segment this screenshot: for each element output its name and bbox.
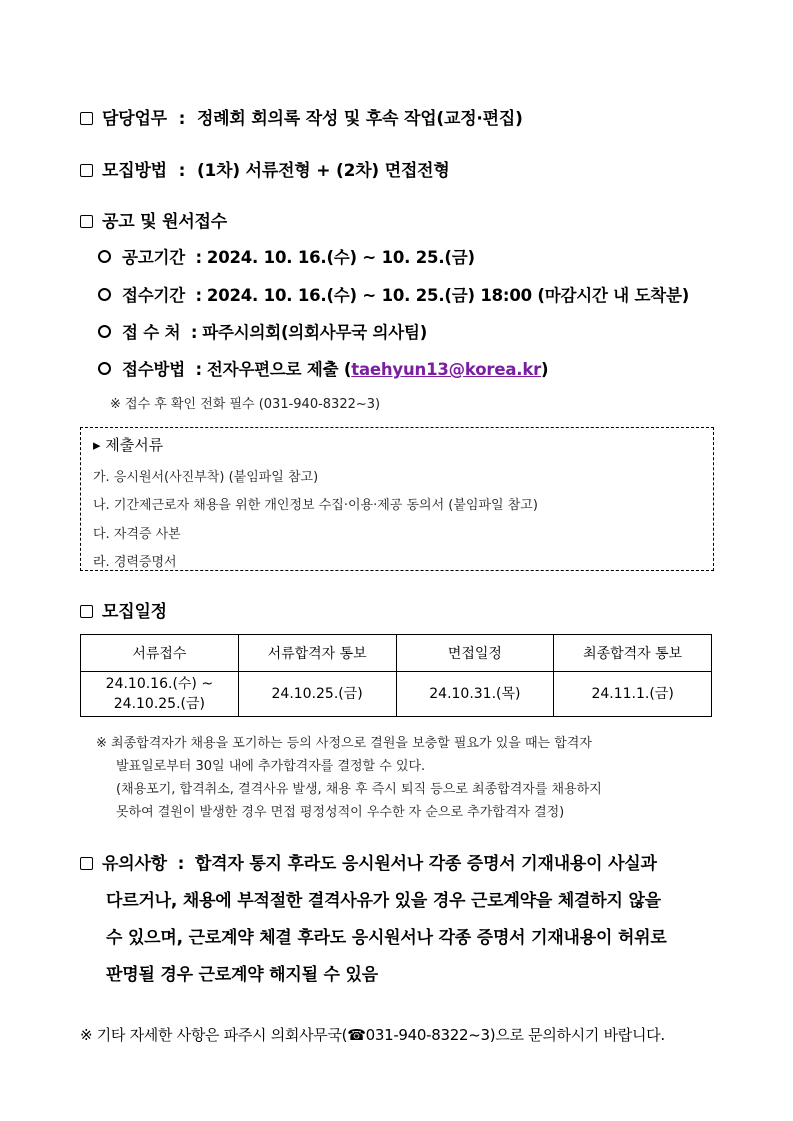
table-cell: 24.10.25.(금): [238, 672, 396, 717]
notice-period-value: 2024. 10. 16.(수) ~ 10. 25.(금): [206, 248, 475, 267]
circle-bullet-icon: [98, 362, 111, 375]
checkbox-square-icon: [80, 215, 93, 228]
caution-line: 수 있으며, 근로계약 체결 후라도 응시원서나 각종 증명서 기재내용이 허위로: [106, 928, 667, 948]
table-header-row: [81, 635, 712, 672]
receipt-method-value: 전자우편으로 제출 (: [206, 360, 352, 379]
schedule-note-line: (채용포기, 합격취소, 결격사유 발생, 채용 후 즉시 퇴직 등으로 최종합격자를 채용하지: [116, 782, 602, 797]
caution-line: 합격자 통지 후라도 응시원서나 각종 증명서 기재내용이 사실과: [194, 854, 657, 874]
receipt-place-value: 파주시의회(의회사무국 의사팀): [202, 323, 428, 342]
recruit-method-value: (1차) 서류전형 + (2차) 면접전형: [196, 161, 450, 181]
receipt-place-line: 접 수 처 : 파주시의회(의회사무국 의사팀): [98, 319, 427, 343]
caution-label: 유의사항: [102, 854, 167, 874]
recruit-method-label: 모집방법: [102, 161, 167, 181]
checkbox-square-icon: [80, 605, 93, 618]
table-header-cell: 서류접수: [81, 635, 239, 672]
caution-line: 판명될 경우 근로계약 해지될 수 있음: [106, 965, 378, 985]
email-link[interactable]: taehyun13@korea.kr: [351, 360, 542, 379]
recruit-method-sep: :: [178, 161, 186, 181]
checkbox-square-icon: [80, 112, 93, 125]
receipt-period-label: 접수기간: [122, 286, 185, 305]
receipt-place-label: 접 수 처: [122, 323, 181, 342]
document-item: 라. 경력증명서: [93, 555, 177, 570]
notice-period-line: 공고기간 : 2024. 10. 16.(수) ~ 10. 25.(금): [98, 244, 475, 268]
duty-line: [80, 104, 523, 129]
table-header-cell: 최종합격자 통보: [554, 635, 712, 672]
phone-icon: ☎: [347, 1026, 366, 1044]
schedule-note-line: 못하여 결원이 발생한 경우 면접 평정성적이 우수한 자 순으로 추가합격자 결정): [116, 805, 565, 820]
table-header-cell: 서류합격자 통보: [238, 635, 396, 672]
notice-title: [80, 207, 227, 232]
circle-bullet-icon: [98, 325, 111, 338]
documents-title: ▸ 제출서류: [93, 436, 164, 454]
document-item: 다. 자격증 사본: [93, 527, 181, 542]
receipt-method-line: 접수방법 : 전자우편으로 제출 (taehyun13@korea.kr): [98, 356, 548, 380]
checkbox-square-icon: [80, 164, 93, 177]
caution-line: 다르거나, 채용에 부적절한 결격사유가 있을 경우 근로계약을 체결하지 않을: [106, 891, 661, 911]
footer-note: [80, 1024, 665, 1045]
receipt-method-label: 접수방법: [122, 360, 185, 379]
schedule-table: [80, 634, 712, 717]
table-header-cell: 면접일정: [396, 635, 554, 672]
schedule-note-line: ※ 최종합격자가 채용을 포기하는 등의 사정으로 결원을 보충할 필요가 있을 때는 합격자: [96, 736, 592, 751]
notice-period-label: 공고기간: [122, 248, 185, 267]
table-cell: 24.11.1.(금): [554, 672, 712, 717]
duty-sep: :: [178, 109, 186, 129]
caution-sep: :: [177, 854, 185, 874]
recruit-method-line: [80, 156, 450, 181]
table-cell-document-receipt: [81, 672, 239, 717]
duty-label: 담당업무: [102, 109, 167, 129]
schedule-title: [80, 597, 167, 622]
table-cell-line: 24.10.16.(수) ~: [105, 676, 214, 692]
circle-bullet-icon: [98, 288, 111, 301]
receipt-period-line: 접수기간 : 2024. 10. 16.(수) ~ 10. 25.(금) 18:00 (마감시간 내 도착분): [98, 282, 689, 306]
table-cell: 24.10.31.(목): [396, 672, 554, 717]
document-item: 나. 기간제근로자 채용을 위한 개인정보 수집·이용·제공 동의서 (붙임파일 참고): [93, 498, 538, 513]
circle-bullet-icon: [98, 250, 111, 263]
notice-title-text: 공고 및 원서접수: [102, 212, 227, 232]
schedule-title-text: 모집일정: [102, 602, 167, 622]
checkbox-square-icon: [80, 857, 93, 870]
receipt-method-value-end: ): [541, 360, 549, 379]
caution-block: [80, 846, 720, 994]
receipt-note: ※ 접수 후 확인 전화 필수 (031-940-8322~3): [110, 397, 381, 412]
table-row: [81, 672, 712, 717]
footer-phone: 031-940-8322~3)으로 문의하시기 바랍니다.: [365, 1026, 665, 1044]
schedule-notes: [96, 732, 716, 824]
footer-prefix: ※ 기타 자세한 사항은 파주시 의회사무국(: [80, 1026, 348, 1044]
table-cell-line: 24.10.25.(금): [113, 696, 205, 712]
receipt-period-value: 2024. 10. 16.(수) ~ 10. 25.(금) 18:00 (마감시간 내 도착분): [206, 286, 690, 305]
duty-value: 정례회 회의록 작성 및 후속 작업(교정·편집): [196, 109, 523, 129]
schedule-note-line: 발표일로부터 30일 내에 추가합격자를 결정할 수 있다.: [116, 759, 426, 774]
documents-box: [80, 427, 714, 571]
document-item: 가. 응시원서(사진부착) (붙임파일 참고): [93, 470, 319, 485]
